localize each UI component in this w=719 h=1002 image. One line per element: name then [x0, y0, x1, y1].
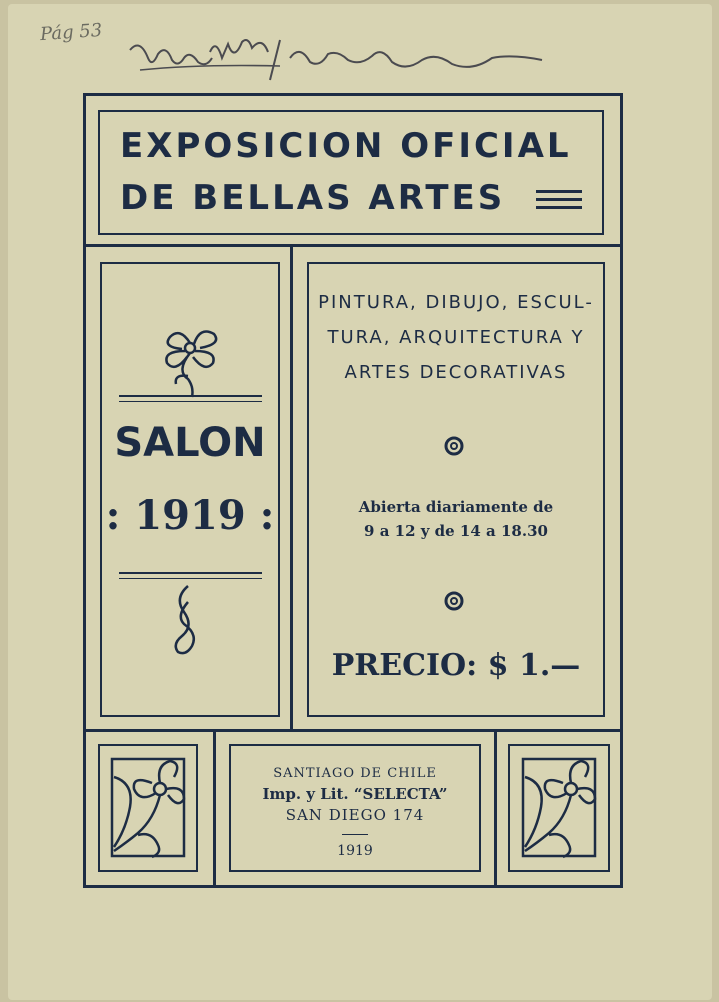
ring-ornament-icon	[443, 435, 465, 457]
disciplines-line-1: PINTURA, DIBUJO, ESCUL-	[318, 292, 594, 313]
salon-label: SALON	[114, 420, 266, 466]
imprint-city: SANTIAGO DE CHILE	[273, 766, 437, 781]
page-number-note: Pág 53	[39, 19, 103, 46]
floral-corner-ornament-icon	[108, 755, 188, 860]
imprint-address: SAN DIEGO 174	[285, 806, 425, 824]
footer-separator	[86, 729, 620, 732]
flower-ornament-icon	[150, 320, 230, 400]
salon-year: : 1919 :	[105, 492, 275, 539]
ring-ornament-icon	[443, 590, 465, 612]
title-line-2: DE BELLAS ARTES	[120, 178, 506, 218]
title-line-1: EXPOSICION OFICIAL	[120, 126, 572, 166]
imprint-year: 1919	[337, 843, 373, 859]
salon-rule-top-1	[119, 395, 262, 397]
hours-line-1: Abierta diariamente de	[358, 498, 554, 516]
salon-rule-top-2	[119, 401, 262, 402]
disciplines-line-2: TURA, ARQUITECTURA Y	[327, 327, 585, 348]
title-rule-icon	[536, 188, 584, 212]
column-separator	[290, 246, 293, 729]
salon-rule-bottom-2	[119, 578, 262, 579]
floral-corner-ornament-icon	[519, 755, 599, 860]
header-separator	[86, 244, 620, 247]
imprint-rule	[342, 834, 368, 835]
price: PRECIO: $ 1.—	[331, 648, 581, 683]
footer-divider-right	[494, 732, 497, 886]
handwritten-signature	[120, 30, 640, 90]
footer-divider-left	[213, 732, 216, 886]
disciplines-line-3: ARTES DECORATIVAS	[344, 362, 568, 383]
hours-line-2: 9 a 12 y de 14 a 18.30	[364, 522, 548, 540]
swirl-ornament-icon	[166, 584, 206, 656]
salon-rule-bottom-1	[119, 572, 262, 574]
imprint-printer: Imp. y Lit. “SELECTA”	[262, 785, 448, 803]
